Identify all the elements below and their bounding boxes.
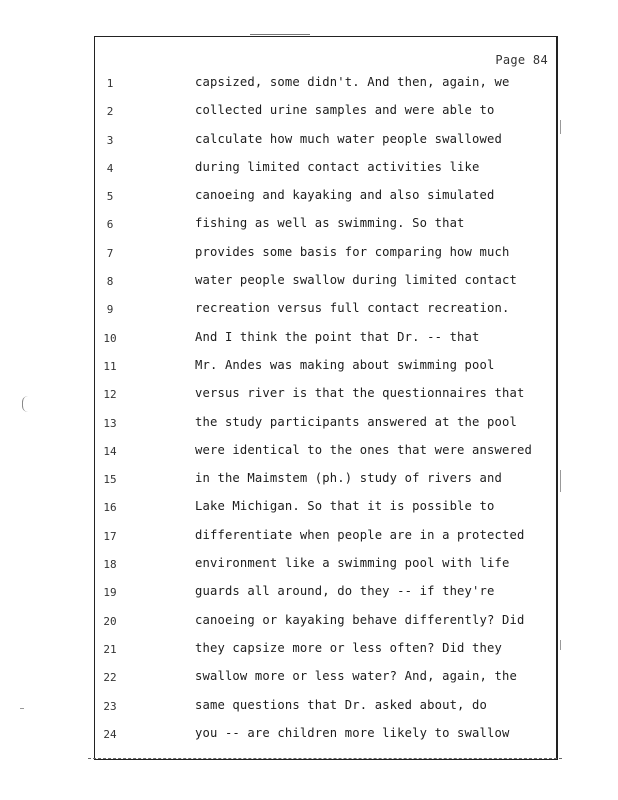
line-text: capsized, some didn't. And then, again, we — [195, 75, 510, 89]
margin-speck — [20, 708, 24, 709]
line-number: 19 — [103, 586, 117, 600]
line-number: 15 — [103, 473, 117, 487]
line-text: canoeing or kayaking behave differently? Did — [195, 612, 525, 627]
line-number: 14 — [103, 444, 117, 458]
transcript-line — [95, 556, 556, 584]
scan-artifact-top — [250, 34, 310, 35]
line-text: in the Maimstem (ph.) study of rivers and — [195, 471, 502, 486]
line-number: 9 — [106, 303, 114, 317]
line-text: provides some basis for comparing how much — [195, 244, 510, 259]
line-number: 6 — [106, 218, 114, 232]
transcript-line — [95, 273, 556, 301]
line-number: 8 — [106, 275, 114, 289]
margin-mark — [22, 396, 33, 412]
page-number: Page 84 — [495, 53, 548, 67]
transcript-line — [95, 641, 556, 669]
transcript-lines — [95, 75, 556, 754]
line-text: collected urine samples and were able to — [195, 103, 495, 118]
line-text: versus river is that the questionnaires that — [195, 386, 525, 401]
line-number: 3 — [106, 133, 114, 147]
transcript-line — [95, 75, 556, 103]
line-text: Lake Michigan. So that it is possible to — [195, 499, 495, 514]
line-number: 11 — [103, 359, 117, 373]
transcript-line — [95, 358, 556, 386]
transcript-line — [95, 301, 556, 329]
line-number: 12 — [103, 388, 117, 402]
line-text: differentiate when people are in a protected — [195, 527, 525, 542]
edge-speck — [560, 120, 561, 134]
line-text: they capsize more or less often? Did they — [195, 640, 502, 655]
line-number: 17 — [103, 529, 117, 543]
transcript-line — [95, 698, 556, 726]
line-text: during limited contact activities like — [195, 159, 480, 174]
line-text: swallow more or less water? And, again, the — [195, 669, 517, 684]
line-number: 10 — [103, 331, 117, 345]
edge-speck — [560, 470, 561, 492]
transcript-line — [95, 415, 556, 443]
transcript-line — [95, 613, 556, 641]
transcript-line — [95, 726, 556, 754]
bottom-rule — [88, 758, 562, 759]
line-number: 5 — [106, 190, 114, 204]
line-number: 2 — [106, 105, 114, 119]
line-text: And I think the point that Dr. -- that — [195, 329, 480, 344]
transcript-line — [95, 160, 556, 188]
line-text: Mr. Andes was making about swimming pool — [195, 357, 495, 372]
line-number: 1 — [106, 77, 114, 90]
transcript-line — [95, 443, 556, 471]
transcript-line — [95, 330, 556, 358]
transcript-line — [95, 188, 556, 216]
transcript-line — [95, 216, 556, 244]
line-number: 24 — [103, 727, 117, 741]
line-text: water people swallow during limited contact — [195, 273, 517, 288]
line-number: 23 — [103, 699, 117, 713]
line-number: 16 — [103, 501, 117, 515]
line-number: 21 — [103, 642, 117, 656]
transcript-line — [95, 528, 556, 556]
transcript-line — [95, 471, 556, 499]
transcript-line — [95, 499, 556, 527]
transcript-line — [95, 669, 556, 697]
line-number: 4 — [106, 161, 114, 175]
line-text: same questions that Dr. asked about, do — [195, 697, 488, 712]
line-text: recreation versus full contact recreation. — [195, 301, 510, 316]
transcript-line — [95, 386, 556, 414]
transcript-page — [94, 36, 558, 760]
line-number: 18 — [103, 558, 117, 572]
transcript-line — [95, 103, 556, 131]
line-text: the study participants answered at the pool — [195, 414, 517, 429]
line-number: 20 — [103, 614, 117, 628]
edge-speck — [560, 640, 561, 650]
line-text: environment like a swimming pool with life — [195, 556, 510, 571]
line-number: 7 — [106, 246, 114, 260]
line-number: 22 — [103, 671, 117, 685]
transcript-line — [95, 584, 556, 612]
transcript-line — [95, 245, 556, 273]
line-text: you -- are children more likely to swallow — [195, 725, 510, 740]
line-text: calculate how much water people swallowed — [195, 131, 502, 146]
transcript-line — [95, 132, 556, 160]
line-text: fishing as well as swimming. So that — [195, 216, 465, 231]
line-text: were identical to the ones that were answered — [195, 442, 532, 457]
line-text: canoeing and kayaking and also simulated — [195, 188, 495, 203]
line-text: guards all around, do they -- if they're — [195, 584, 495, 599]
line-number: 13 — [103, 416, 117, 430]
